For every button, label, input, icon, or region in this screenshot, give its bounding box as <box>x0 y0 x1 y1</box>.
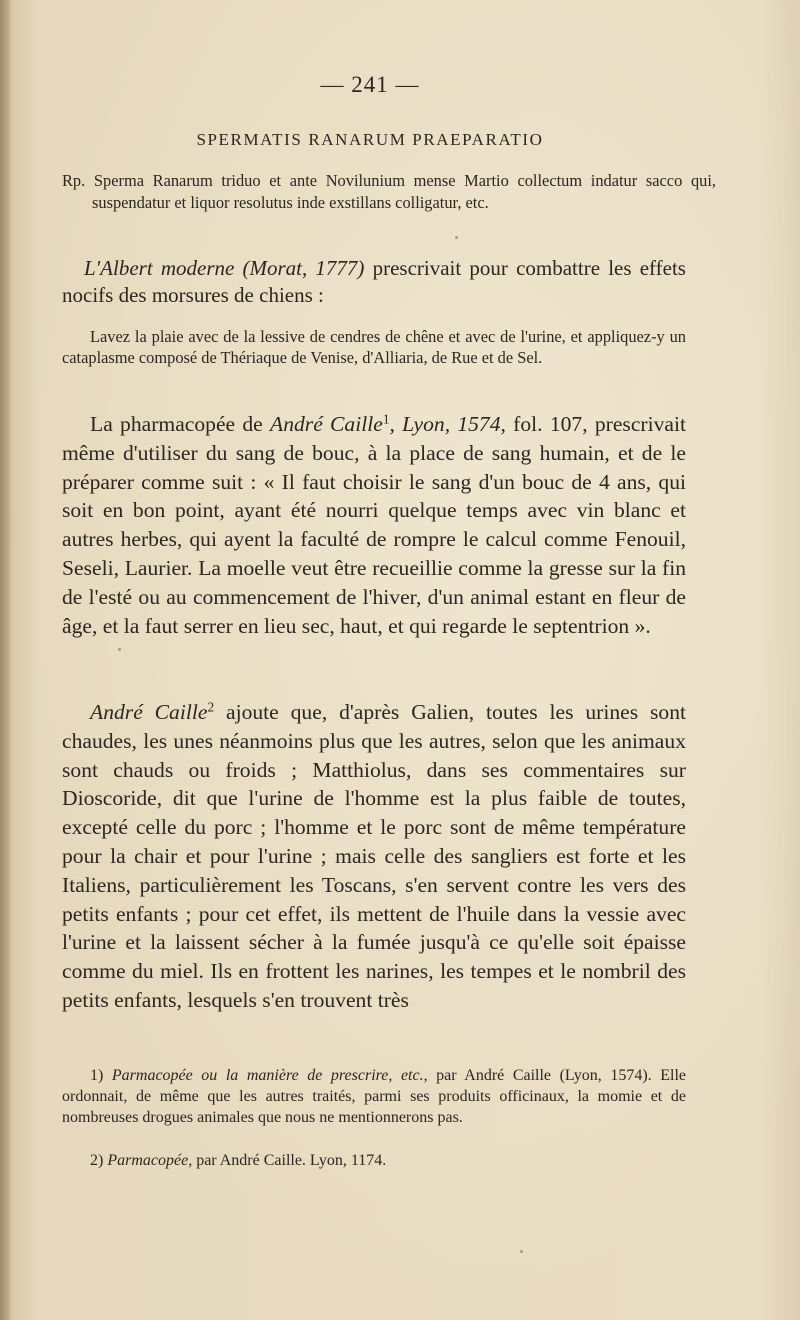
footnote-2-text: par André Caille. Lyon, 1174. <box>192 1152 387 1169</box>
andre-author: André Caille <box>90 700 208 724</box>
page-number: — 241 — <box>320 72 420 97</box>
andre-paragraph <box>62 698 686 1015</box>
caille-text: fol. 107, prescrivait même d'utiliser du sang de bouc, à la place de sang humain, et de le préparer comme suit : « Il faut choisir le sang d'un bouc de 4 ans, qui soit en bon point, ayant été nourri quelque temps avec vin blanc et autres herbes, qui ayent la faculté de rompre le calcul comme Fenouil, Seseli, Laurier. La moelle veut être recueillie comme la gresse sur la fin de l'esté ou au commencement de l'hiver, d'un animal estant en fleur de âge, et la faut serrer en lieu sec, haut, et qui regarde le septentrion ». <box>62 412 686 638</box>
caille-author: André Caille <box>270 412 383 436</box>
lavez-paragraph: Lavez la plaie avec de la lessive de cendres de chêne et avec de l'urine, et appliquez-y un cataplasme composé de Thériaque de Venise, d'Alliaria, de Rue et de Sel. <box>62 327 686 367</box>
caille-paragraph <box>62 410 686 640</box>
albert-title: L'Albert moderne (Morat, 1777) <box>84 256 365 280</box>
paper-speck <box>520 1250 523 1253</box>
page-binding-shadow <box>0 0 10 1320</box>
footnote-2 <box>62 1150 686 1171</box>
footnote-1 <box>62 1065 686 1129</box>
footnote-ref-2[interactable]: 2 <box>207 699 215 715</box>
paper-speck <box>455 236 458 239</box>
footnote-2-marker: 2) <box>90 1152 104 1169</box>
footnote-1-text: par André Caille (Lyon, 1574). Elle ordonnait, de même que les autres traités, parmi ses produits officinaux, la momie et de nombreuses drogues animales que nous ne mentionnerons pas. <box>62 1067 687 1127</box>
footnote-1-marker: 1) <box>90 1067 104 1084</box>
section-heading: SPERMATIS RANARUM PRAEPARATIO <box>196 130 544 149</box>
albert-paragraph <box>62 255 686 309</box>
paper-speck <box>118 648 121 651</box>
caille-intro: La pharmacopée de <box>90 412 270 436</box>
footnote-2-title: Parmacopée, <box>107 1152 193 1169</box>
andre-text: ajoute que, d'après Galien, toutes les urines sont chaudes, les unes néanmoins plus que les autres, selon que les animaux sont chauds ou froids ; Matthiolus, dans ses commentaires sur Dioscoride, dit que l'urine de l'homme est la plus faible de toutes, excepté celle du porc ; l'homme et le porc sont de même température pour la chair et pour l'urine ; mais celle des sangliers est forte et les Italiens, particulièrement les Toscans, s'en servent contre les vers des petits enfants ; pour cet effet, ils mettent de l'huile dans la vessie avec l'urine et la laissent sécher à la fumée jusqu'à ce qu'elle soit épaisse comme du miel. Ils en frottent les narines, les tempes et le nombril des petits enfants, lesquels s'en trouvent très <box>62 700 686 1012</box>
albert-text: prescrivait pour combattre les effets nocifs des morsures de chiens : <box>62 256 686 308</box>
recipe-paragraph: Rp. Sperma Ranarum triduo et ante Novilunium mense Martio collectum indatur sacco qui, suspendatur et liquor resolutus inde exstillans colligatur, etc. <box>62 171 716 212</box>
footnote-ref-1[interactable]: 1 <box>382 411 390 427</box>
caille-place: , Lyon, 1574, <box>389 412 506 436</box>
footnote-1-title: Parmacopée ou la manière de prescrire, etc., <box>111 1067 428 1084</box>
